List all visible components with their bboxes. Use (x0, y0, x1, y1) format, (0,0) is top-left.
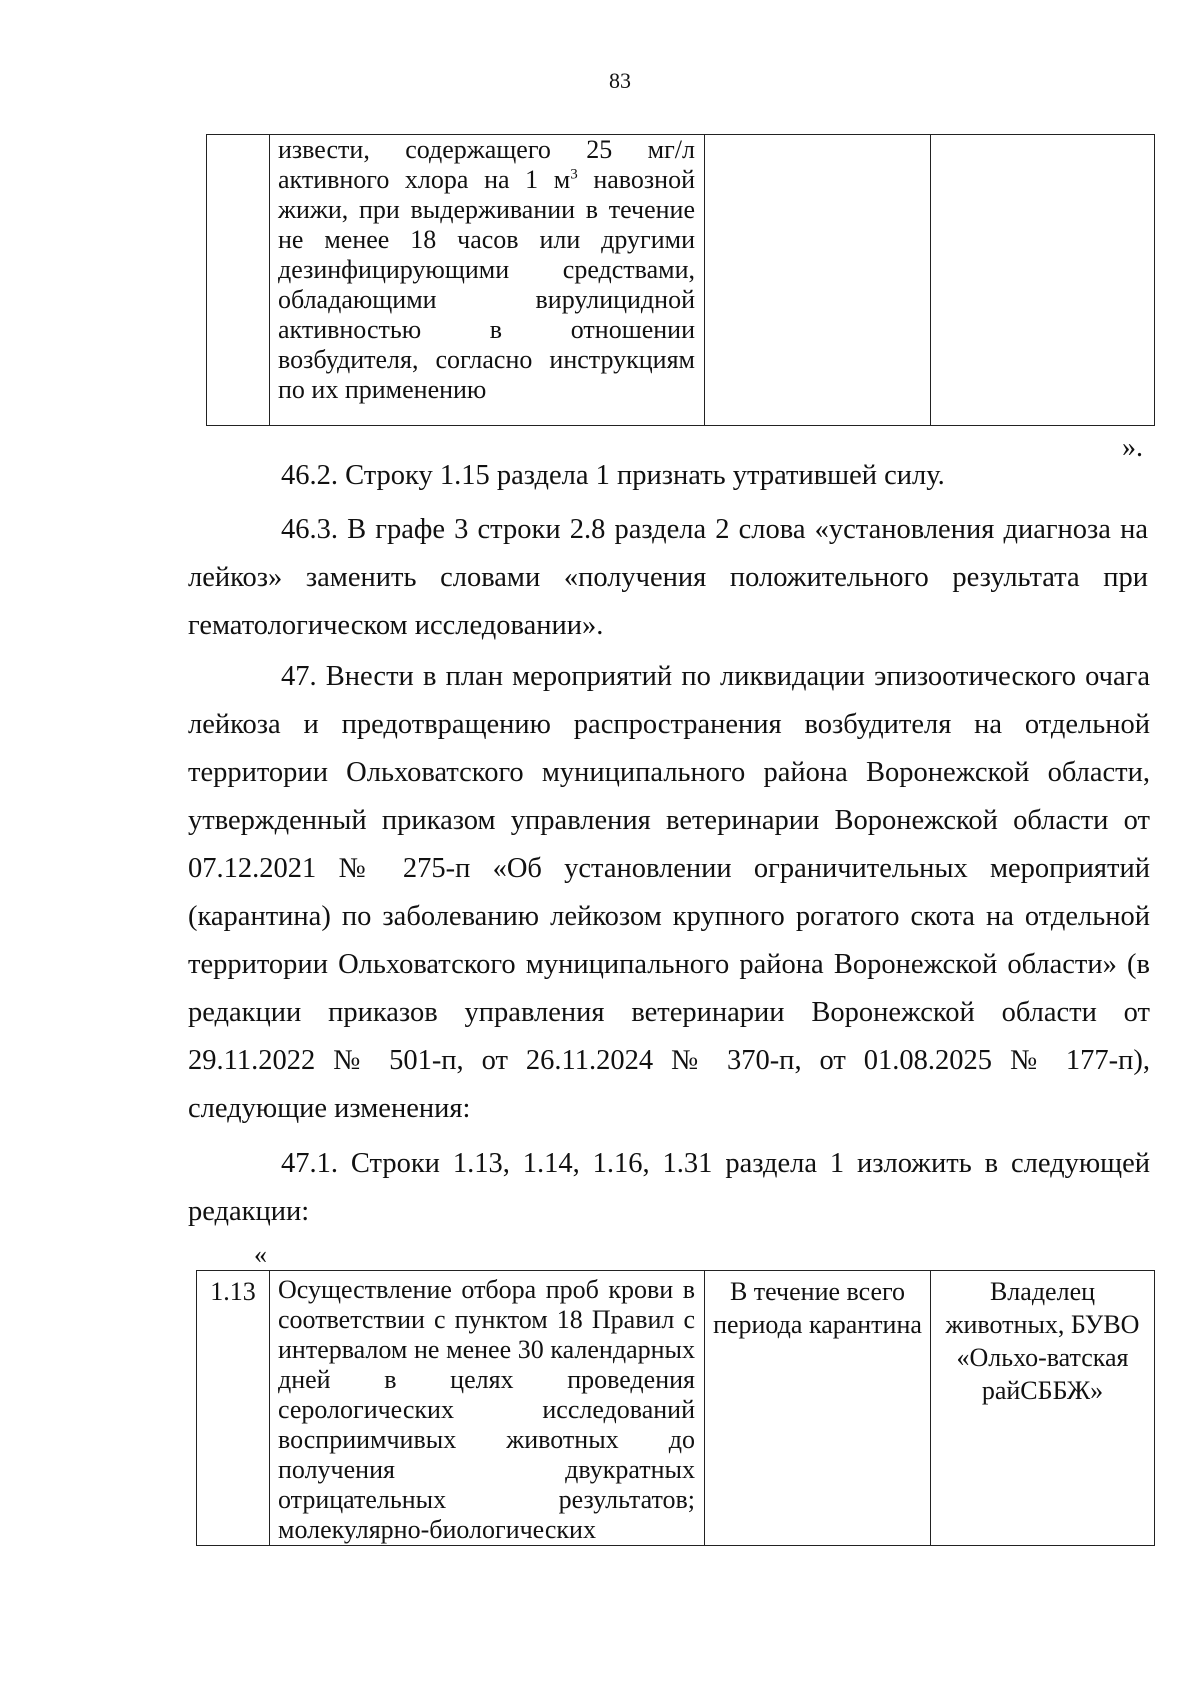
paragraph-46-3: 46.3. В графе 3 строки 2.8 раздела 2 слова «установления диагноза на лейкоз» заменить словами «получения положительного результата при гематологическом исследовании». (188, 514, 1148, 641)
paragraph-46-2: 46.2. Строку 1.15 раздела 1 признать утратившей силу. (281, 460, 945, 491)
page-number: 83 (609, 68, 631, 93)
table-cell-period (705, 135, 931, 426)
paragraph-47: 47. Внести в план мероприятий по ликвидации эпизоотического очага лейкоза и предотвращению распространения возбудителя на отдельной территории Ольховатского муниципального района Воронежской области, утвержденный приказом управления ветеринарии Воронежской области от 07.12.2021 № 275-п «Об установлении ограничительных мероприятий (карантина) по заболеванию лейкозом крупного рогатого скота на отдельной территории Ольховатского муниципального района Воронежской области» (в редакции приказов управления ветеринарии Воронежской области от 29.11.2022 № 501-п, от 26.11.2024 № 370-п, от 01.08.2025 № 177-п), следующие изменения: (188, 661, 1150, 1124)
table-row (207, 135, 1155, 426)
closing-quote: ». (1122, 432, 1143, 463)
table-cell-responsible: Владелец животных, БУВО «Ольхо-ватская райСББЖ» (931, 1271, 1155, 1546)
table-bottom (196, 1270, 1155, 1546)
table-cell-period: В течение всего периода карантина (705, 1271, 931, 1546)
opening-quote: « (254, 1240, 267, 1269)
table-cell-number (207, 135, 270, 426)
paragraph-47-1: 47.1. Строки 1.13, 1.14, 1.16, 1.31 раздела 1 изложить в следующей редакции: (188, 1148, 1150, 1227)
table-top (206, 134, 1155, 426)
table-cell-responsible (931, 135, 1155, 426)
table-cell-number: 1.13 (197, 1271, 270, 1546)
table-row (197, 1271, 1155, 1546)
table-cell-measure: Осуществление отбора проб крови в соответствии с пунктом 18 Правил с интервалом не менее 30 календарных дней в целях проведения серологических исследований восприимчивых животных до получения двукратных отрицательных результатов; молекулярно-биологических (270, 1271, 705, 1546)
table-cell-measure: извести, содержащего 25 мг/л активного хлора на 1 $м^3$ навозной жижи, при выдерживании в течение не менее 18 часов или другими дезинфицирующими средствами, обладающими вирулицидной активностью в отношении возбудителя, согласно инструкциям по их применению (270, 135, 705, 426)
